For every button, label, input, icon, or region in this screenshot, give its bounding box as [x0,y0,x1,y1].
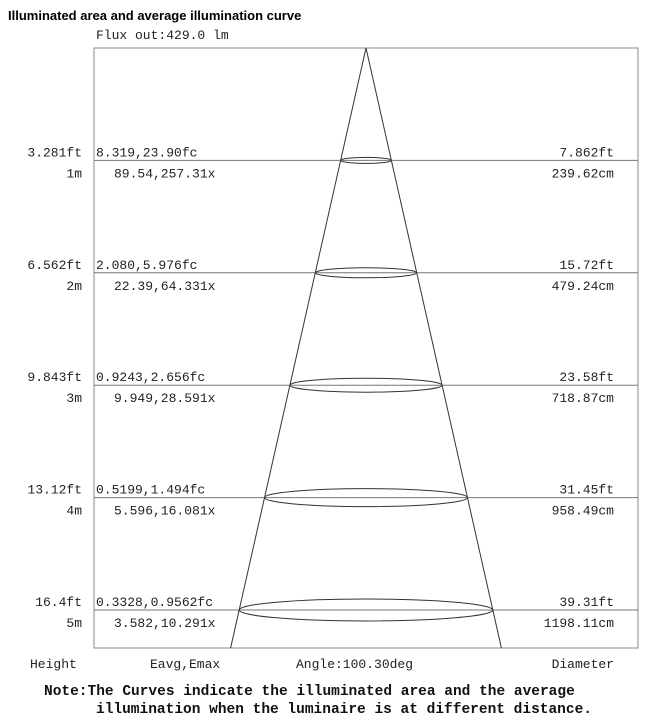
diameter-ft-label: 31.45ft [559,482,614,498]
illuminance-lx-label: 9.949,28.591x [114,391,216,407]
height-ft-label: 16.4ft [35,595,82,610]
height-ft-label: 13.12ft [27,482,82,498]
angle-label: Angle:100.30deg [296,657,414,672]
illuminance-fc-label: 0.3328,0.9562fc [96,595,214,610]
illuminance-fc-label: 0.5199,1.494fc [96,482,206,498]
chart-title: Illuminated area and average illumination curve [8,8,302,23]
cone-right-edge [366,48,501,648]
chart-frame [94,48,638,648]
illuminance-lx-label: 89.54,257.31x [114,166,216,182]
note-line-1: Note:The Curves indicate the illuminated area and the average [44,684,575,700]
beam-cone [231,48,502,648]
illuminance-lx-label: 5.596,16.081x [114,503,216,519]
distance-row [27,258,638,294]
height-m-label: 2m [66,278,82,294]
height-ft-label: 3.281ft [27,145,82,161]
illuminance-fc-label: 2.080,5.976fc [96,257,198,273]
flux-label: Flux out:429.0 lm [96,28,229,43]
distance-row [27,483,638,519]
illuminance-fc-label: 0.9243,2.656fc [96,370,206,386]
eavg-column-label: Eavg,Emax [150,657,221,672]
height-column-label: Height [30,657,77,672]
illuminance-lx-label: 22.39,64.331x [114,278,216,294]
height-m-label: 3m [66,391,82,407]
height-m-label: 1m [66,166,82,182]
diameter-ft-label: 15.72ft [559,257,614,273]
illuminance-lx-label: 3.582,10.291x [114,616,216,631]
diameter-cm-label: 718.87cm [551,391,614,407]
illuminance-fc-label: 8.319,23.90fc [96,145,198,161]
diameter-ft-label: 23.58ft [559,370,614,386]
distance-rows [27,145,638,631]
diameter-cm-label: 239.62cm [551,166,614,182]
diameter-ft-label: 7.862ft [559,145,614,161]
diameter-ft-label: 39.31ft [559,595,614,610]
distance-row [27,370,638,406]
diameter-cm-label: 479.24cm [551,278,614,294]
diameter-column-label: Diameter [551,657,614,672]
diameter-cm-label: 958.49cm [551,503,614,519]
height-ft-label: 9.843ft [27,370,82,386]
note-line-2: illumination when the luminaire is at different distance. [96,702,592,718]
height-m-label: 5m [66,616,82,631]
distance-row [27,145,638,181]
cone-left-edge [231,48,366,648]
diameter-cm-label: 1198.11cm [543,616,614,631]
height-m-label: 4m [66,503,82,519]
height-ft-label: 6.562ft [27,257,82,273]
distance-row [35,595,638,631]
